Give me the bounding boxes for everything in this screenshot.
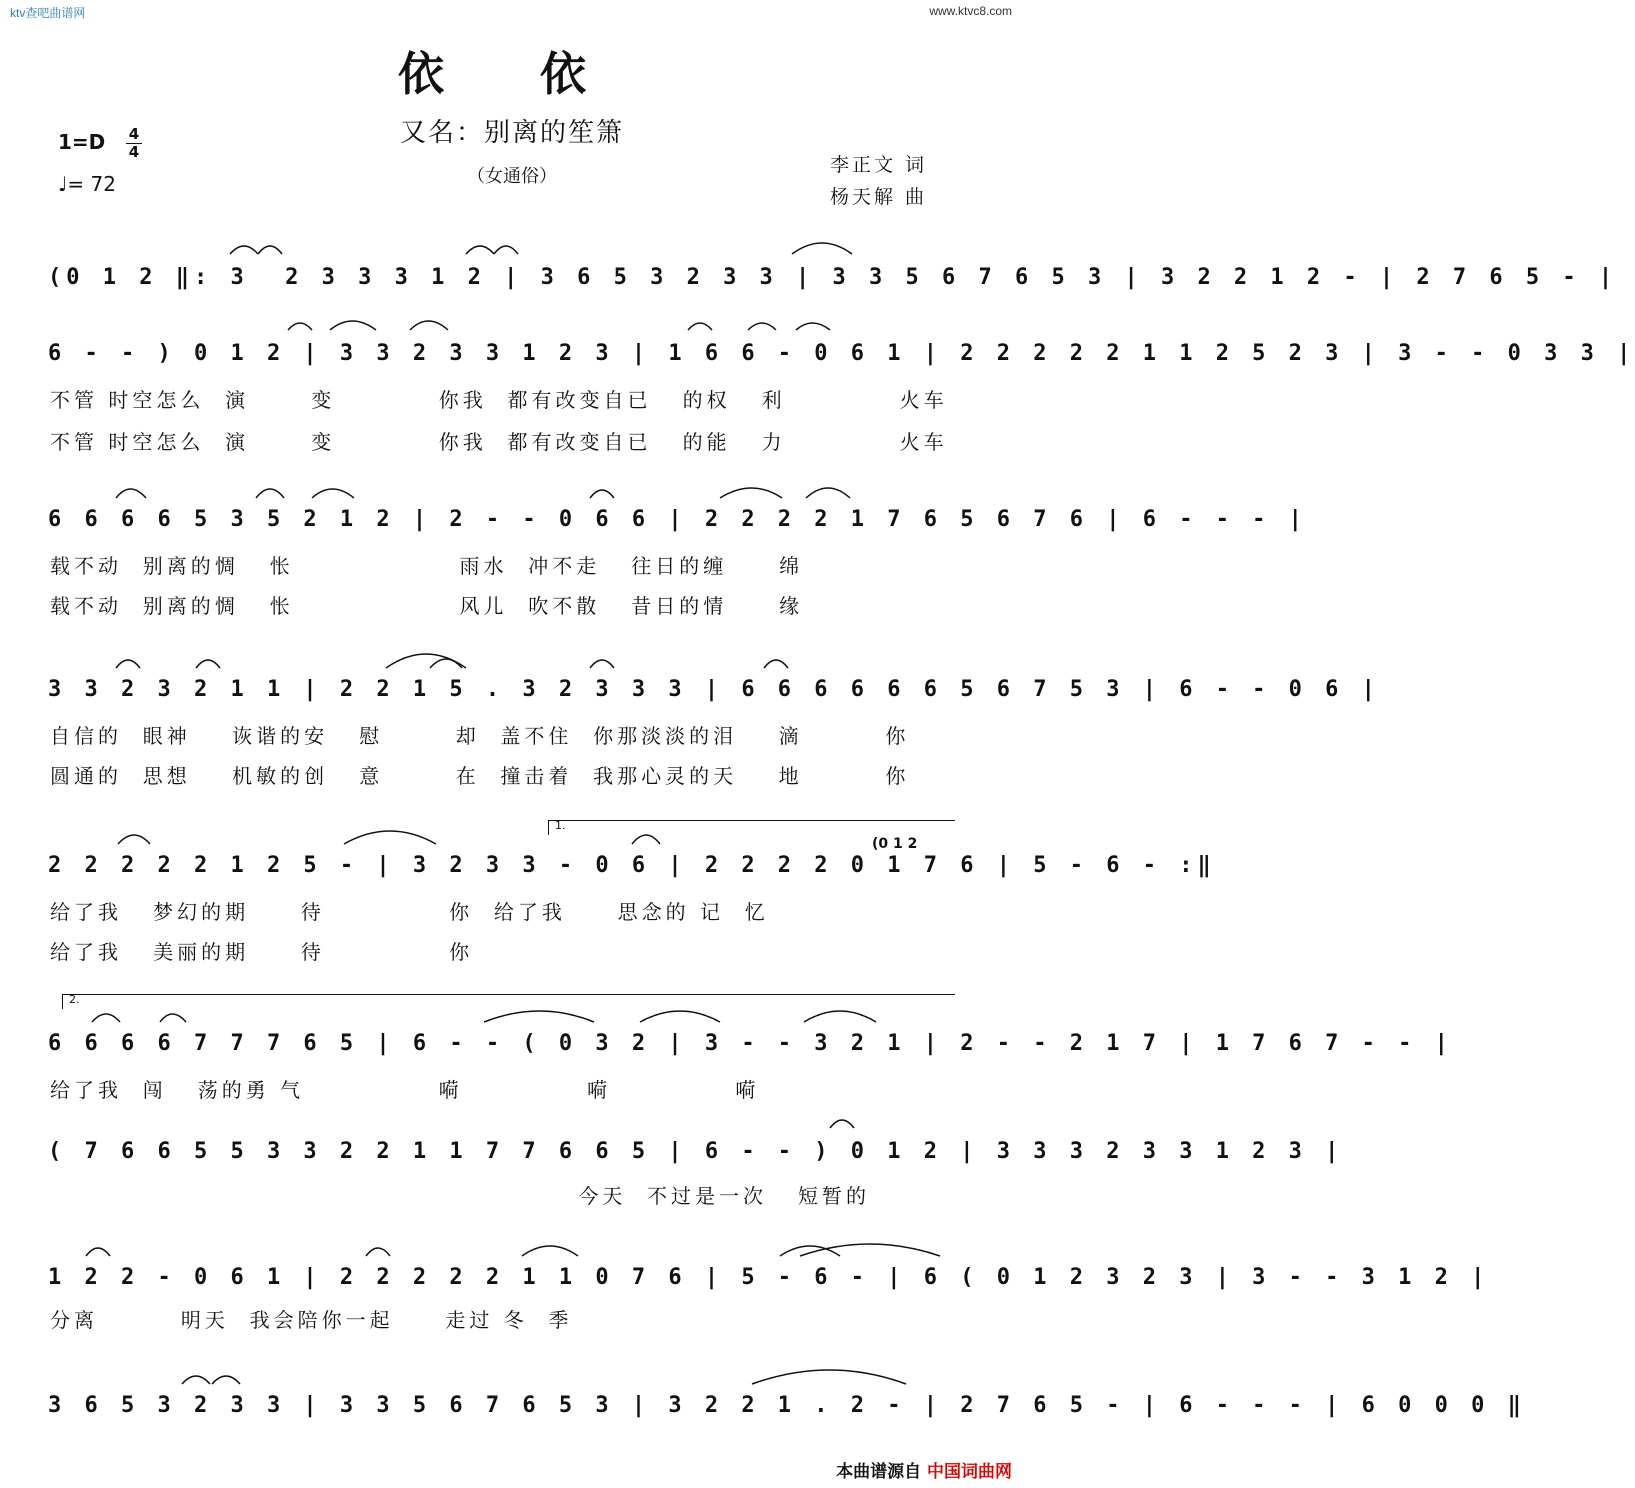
source-footer bbox=[836, 1457, 1012, 1482]
slur bbox=[256, 489, 284, 498]
slur bbox=[86, 1248, 110, 1256]
slur bbox=[330, 321, 376, 330]
lyric-row-6: 给了我 闯 荡的勇 气 嗬 嗬 嗬 bbox=[50, 1078, 760, 1102]
first-ending-label: 1. bbox=[555, 819, 566, 832]
slur bbox=[796, 323, 830, 330]
slur bbox=[792, 243, 852, 254]
lyric-row-2-verse-2: 不管 时空怎么 演 变 你我 都有改变自已 的能 力 火车 bbox=[50, 430, 948, 454]
tempo-marking: ♩= 72 bbox=[58, 172, 116, 196]
lyric-row-3-verse-2: 载不动 别离的惆 怅 风儿 吹不散 昔日的情 缘 bbox=[50, 594, 804, 618]
score-row-3: 6 6 6 6 5 3 5 2 1 2 | 2 - - 0 6 6 | 2 2 2 2 1 7 6 5 6 7 6 | 6 - - - | bbox=[48, 507, 1307, 532]
slur bbox=[196, 660, 220, 668]
score-row-5: 2 2 2 2 2 1 2 5 - | 3 2 3 3 - 0 6 | 2 2 2 2 0 1 7 6 | 5 - 6 - :‖ bbox=[48, 853, 1216, 878]
slur bbox=[92, 1014, 120, 1022]
lyric-row-4-verse-2: 圆通的 思想 机敏的创 意 在 撞击着 我那心灵的天 地 你 bbox=[50, 764, 910, 788]
slur bbox=[590, 490, 614, 498]
score-row-7: ( 7 6 6 5 5 3 3 2 2 1 1 7 7 6 6 5 | 6 - - ) 0 1 2 | 3 3 3 2 3 3 1 2 3 | bbox=[48, 1139, 1344, 1164]
score-row-1: (0 1 2 ‖: 3 2 3 3 3 1 2 | 3 6 5 3 2 3 3 | 3 3 5 6 7 6 5 3 | 3 2 2 1 2 - | 2 7 6 5 - | bbox=[48, 265, 1618, 290]
slur bbox=[688, 323, 712, 330]
score-row-8: 1 2 2 - 0 6 1 | 2 2 2 2 2 1 1 0 7 6 | 5 - 6 - | 6 ( 0 1 2 3 2 3 | 3 - - 3 1 2 | bbox=[48, 1265, 1490, 1290]
lyric-row-2-verse-1: 不管 时空怎么 演 变 你我 都有改变自已 的权 利 火车 bbox=[50, 388, 948, 412]
slur bbox=[366, 1248, 390, 1256]
watermark-right: www.ktvc8.com bbox=[929, 4, 1012, 18]
slur bbox=[764, 660, 788, 668]
slur bbox=[410, 321, 448, 330]
lyric-row-7: 今天 不过是一次 短暂的 bbox=[50, 1184, 871, 1208]
slur bbox=[590, 660, 614, 668]
slur bbox=[830, 1120, 854, 1128]
slur bbox=[466, 246, 494, 254]
score-row-9: 3 6 5 3 2 3 3 | 3 3 5 6 7 6 5 3 | 3 2 2 1 . 2 - | 2 7 6 5 - | 6 - - - | 6 0 0 0 ‖ bbox=[48, 1393, 1526, 1418]
footer-prefix: 本曲谱源自 bbox=[836, 1462, 922, 1482]
slur bbox=[116, 660, 140, 668]
slur bbox=[230, 246, 258, 254]
slur bbox=[288, 323, 312, 330]
lyric-row-5-verse-1: 给了我 梦幻的期 待 你 给了我 思念的 记 忆 bbox=[50, 900, 769, 924]
slur bbox=[632, 835, 660, 844]
lyric-row-8: 分离 明天 我会陪你一起 走过 冬 季 bbox=[50, 1308, 573, 1332]
lyric-row-3-verse-1: 载不动 别离的惆 怅 雨水 冲不走 往日的缠 绵 bbox=[50, 554, 804, 578]
lyric-row-4-verse-1: 自信的 眼神 诙谐的安 慰 却 盖不住 你那淡淡的泪 滴 你 bbox=[50, 724, 910, 748]
slur bbox=[116, 489, 146, 498]
slur bbox=[484, 1011, 594, 1022]
time-sig-bottom: 4 bbox=[126, 143, 142, 161]
lyric-row-5-verse-2: 给了我 美丽的期 待 你 bbox=[50, 940, 474, 964]
watermark-left: ktv查吧曲谱网 bbox=[10, 6, 86, 20]
slur bbox=[748, 323, 776, 330]
slur bbox=[212, 1376, 240, 1384]
slur bbox=[494, 246, 518, 254]
song-alias: 又名：别离的笙箫 bbox=[399, 118, 624, 148]
slur bbox=[118, 835, 150, 844]
style-note: （女通俗） bbox=[467, 166, 557, 187]
score-row-2: 6 - - ) 0 1 2 | 3 3 2 3 3 1 2 3 | 1 6 6 - 0 6 1 | 2 2 2 2 2 1 1 2 5 2 3 | 3 - - 0 3 3 | bbox=[48, 341, 1635, 366]
slur bbox=[522, 1246, 578, 1256]
key-signature: 1=D bbox=[58, 130, 106, 154]
score-row-6: 6 6 6 6 7 7 7 6 5 | 6 - - ( 0 3 2 | 3 - - 3 2 1 | 2 - - 2 1 7 | 1 7 6 7 - - | bbox=[48, 1031, 1453, 1056]
footer-site-link[interactable]: 中国词曲网 bbox=[927, 1462, 1012, 1482]
score-row-4: 3 3 2 3 2 1 1 | 2 2 1 5 . 3 2 3 3 3 | 6 6 6 6 6 6 5 6 7 5 3 | 6 - - 0 6 | bbox=[48, 677, 1380, 702]
slur bbox=[640, 1011, 720, 1022]
slur bbox=[182, 1376, 210, 1384]
song-title: 依 依 bbox=[397, 47, 626, 101]
repeat-pickup-hint: (0 1 2 bbox=[872, 836, 918, 852]
slur bbox=[312, 489, 354, 498]
slur bbox=[804, 1011, 876, 1022]
second-ending-label: 2. bbox=[69, 993, 80, 1006]
composer-credit: 杨天解 曲 bbox=[830, 186, 928, 208]
slur bbox=[160, 1014, 186, 1022]
slur bbox=[430, 659, 462, 668]
slur bbox=[344, 831, 436, 844]
slur bbox=[800, 1244, 940, 1256]
slur bbox=[806, 488, 850, 498]
slur bbox=[720, 488, 782, 498]
time-sig-top: 4 bbox=[128, 125, 140, 143]
slur bbox=[258, 246, 282, 254]
slur bbox=[752, 1370, 906, 1384]
lyricist-credit: 李正文 词 bbox=[830, 154, 928, 176]
